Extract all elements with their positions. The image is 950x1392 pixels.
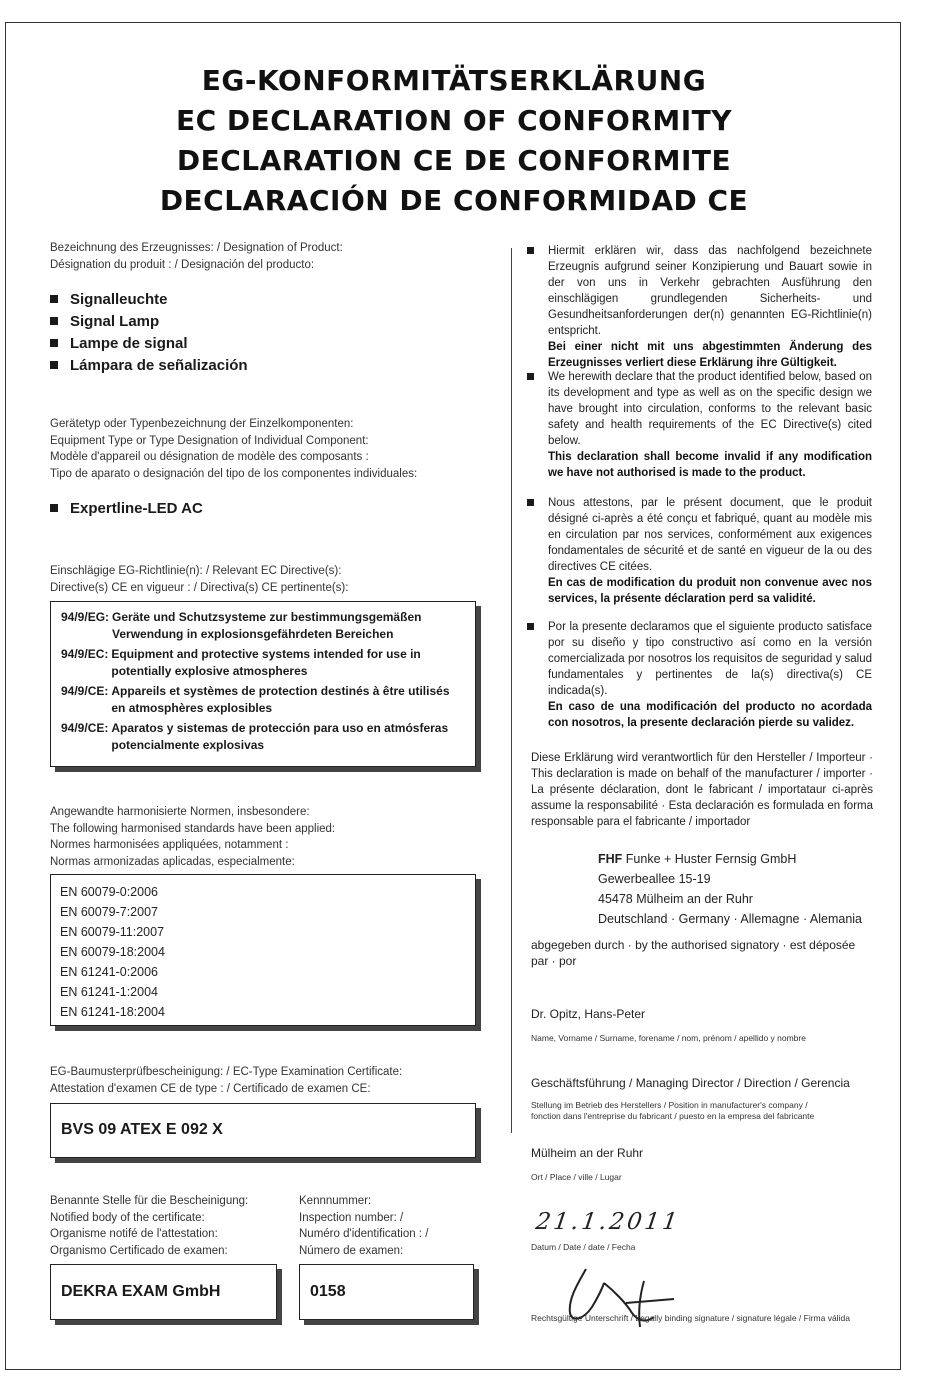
product-name-fr: Lampe de signal (50, 335, 188, 352)
handwritten-date: 21.1.2011 (534, 1209, 682, 1235)
standard-item: EN 60079-7:2007 (60, 905, 158, 919)
place-caption: Ort / Place / ville / Lugar (531, 1172, 622, 1182)
inspection-number-box (299, 1264, 474, 1320)
bullet-icon (527, 499, 534, 506)
product-name-en: Signal Lamp (50, 313, 159, 330)
bullet-icon (527, 623, 534, 630)
title-es: DECLARACIÓN DE CONFORMIDAD CE (159, 184, 749, 217)
title-fr: DECLARATION CE DE CONFORMITE (176, 144, 732, 177)
certificate-number: BVS 09 ATEX E 092 X (61, 1121, 223, 1138)
equipment-type: Expertline-LED AC (50, 500, 203, 517)
declaration-page (5, 22, 901, 1370)
product-name-de: Signalleuchte (50, 291, 168, 308)
manufacturer-address (598, 849, 862, 929)
notified-body-label: Benannte Stelle für die Bescheinigung: Notified body of the certificate: Organisme notifé de l'attestation: Organismo Certificado de examen: (50, 1195, 249, 1257)
standard-item: EN 61241-0:2006 (60, 965, 158, 979)
bullet-icon (50, 295, 58, 303)
standard-item: EN 60079-18:2004 (60, 945, 165, 959)
notified-body-name: DEKRA EXAM GmbH (61, 1283, 221, 1300)
inspection-number-label: Kennnummer: Inspection number: / Numéro d'identification : / Número de examen: (299, 1195, 429, 1257)
directive-row: 94/9/CE: Appareils et systèmes de protection destinés à être utilisés en atmosphères explosibles (61, 684, 450, 715)
product-name-es: Lámpara de señalización (50, 357, 248, 374)
declaration-es: Por la presente declaramos que el siguiente producto satisface por su diseño y tipo constructivo así como en la versión comercializada por nosotros los requisitos de seguridad y salud fundamentales y pertinentes de la(s) directiva(s) CE indicada(s). En caso de una modificación del producto no acordada con nosotros, la presente declaración pierde su validez. (527, 619, 872, 731)
date-caption: Datum / Date / date / Fecha (531, 1242, 636, 1252)
bullet-icon (50, 339, 58, 347)
standard-item: EN 61241-1:2004 (60, 985, 158, 999)
bullet-icon (50, 317, 58, 325)
title-en: EC DECLARATION OF CONFORMITY (175, 104, 733, 137)
title-block (6, 61, 902, 221)
product-label: Bezeichnung des Erzeugnisses: / Designation of Product: Désignation du produit : / Designación del producto: (50, 242, 343, 271)
signatory-position: Geschäftsführung / Managing Director / Direction / Gerencia (531, 1076, 850, 1090)
directive-row: 94/9/EG: Geräte und Schutzsysteme zur bestimmungsgemäßen Verwendung in explosionsgefährdeten Bereichen (61, 610, 422, 641)
declaration-fr: Nous attestons, par le présent document, que le produit désigné ci-après a été conçu et fabriqué, quant au modèle mis en circulation par nos services, conformément aux exigences fondamentales de sécurité et de santé en vigueur de la ou des directives CE citées. En cas de modification du produit non convenue avec nos services, la présente déclaration perd sa validité. (527, 495, 872, 607)
directive-row: 94/9/CE: Aparatos y sistemas de protección para uso en atmósferas potencialmente explosivas (61, 721, 449, 752)
bullet-icon (50, 504, 58, 512)
place: Mülheim an der Ruhr (531, 1146, 644, 1160)
standards-box (50, 874, 476, 1026)
declaration-en: We herewith declare that the product identified below, based on its development and type as well as on the specific design we have brought into circulation, conforms to the relevant basic safety and health requirements of the EC Directive(s) cited below. This declaration shall become invalid if any modification we have not authorised is made to the product. (527, 369, 872, 481)
notified-body-box (50, 1264, 277, 1320)
country: Deutschland · Germany · Allemagne · Alemania (598, 912, 863, 926)
directives-label: Einschlägige EG-Richtlinie(n): / Relevant EC Directive(s): Directive(s) CE en vigueur : / Directiva(s) CE pertinente(s): (50, 565, 349, 594)
inspection-number: 0158 (310, 1283, 346, 1300)
company-name: FHF Funke + Huster Fernsig GmbH (598, 852, 797, 866)
bullet-icon (527, 247, 534, 254)
signatory-name-caption: Name, Vorname / Surname, forename / nom, prénom / apellido y nombre (531, 1033, 806, 1043)
standard-item: EN 61241-18:2004 (60, 1005, 165, 1019)
bullet-icon (527, 373, 534, 380)
certificate-box (50, 1103, 476, 1158)
bullet-icon (50, 361, 58, 369)
position-caption: Stellung im Betrieb des Herstellers / Position in manufacturer's company / fonction dans l'entreprise du fabricant / puesto en la empresa del fabricante (531, 1100, 815, 1121)
signatory-name: Dr. Opitz, Hans-Peter (531, 1007, 646, 1021)
equipment-label: Gerätetyp oder Typenbezeichnung der Einzelkomponenten: Equipment Type or Type Designation of Individual Component: Modèle d'appareil ou désignation de modèle des composants : Tipo de aparato o designación del tipo de los componentes individuales: (50, 418, 418, 480)
street: Gewerbeallee 15-19 (598, 872, 711, 886)
directives-box (50, 601, 476, 767)
signature-caption: Rechtsgültige Unterschrift / Legally binding signature / signature légale / Firma válida (531, 1313, 850, 1323)
standard-item: EN 60079-11:2007 (60, 925, 165, 939)
city: 45478 Mülheim an der Ruhr (598, 892, 753, 906)
signatory-intro: abgegeben durch · by the authorised signatory · est déposée par · por (531, 938, 856, 968)
standards-label: Angewandte harmonisierte Normen, insbesondere: The following harmonised standards have been applied: Normes harmonisées appliquées, notamment : Normas armonizadas aplicadas, especialmente: (50, 806, 336, 868)
column-divider (511, 248, 512, 1133)
directive-row: 94/9/EC: Equipment and protective systems intended for use in potentially explosive atmospheres (61, 647, 421, 678)
title-de: EG-KONFORMITÄTSERKLÄRUNG (201, 64, 707, 97)
manufacturer-intro: Diese Erklärung wird verantwortlich für den Hersteller / Importeur · This declaration is made on behalf of the manufacturer / importer · La présente déclaration, dont le fabricant / importataur ci-après assume la responsabilité · Esta declaración es formulada en forma responsable para el fabricante / importador (531, 752, 873, 828)
certificate-label: EG-Baumusterprüfbescheinigung: / EC-Type Examination Certificate: Attestation d'examen CE de type : / Certificado de examen CE: (50, 1066, 403, 1095)
declaration-de: Hiermit erklären wir, dass das nachfolgend bezeichnete Erzeugnis aufgrund seiner Konzipierung und Bauart sowie in der von uns in Verkehr gebrachten Ausführung den einschlägigen grundlegenden Sicherheits- und Gesundheitsanforderungen der(n) genannten EG-Richtlinie(n) entspricht. Bei einer nicht mit uns abgestimmten Änderung des Erzeugnisses verliert diese Erklärung ihre Gültigkeit. (527, 243, 872, 371)
standard-item: EN 60079-0:2006 (60, 885, 158, 899)
